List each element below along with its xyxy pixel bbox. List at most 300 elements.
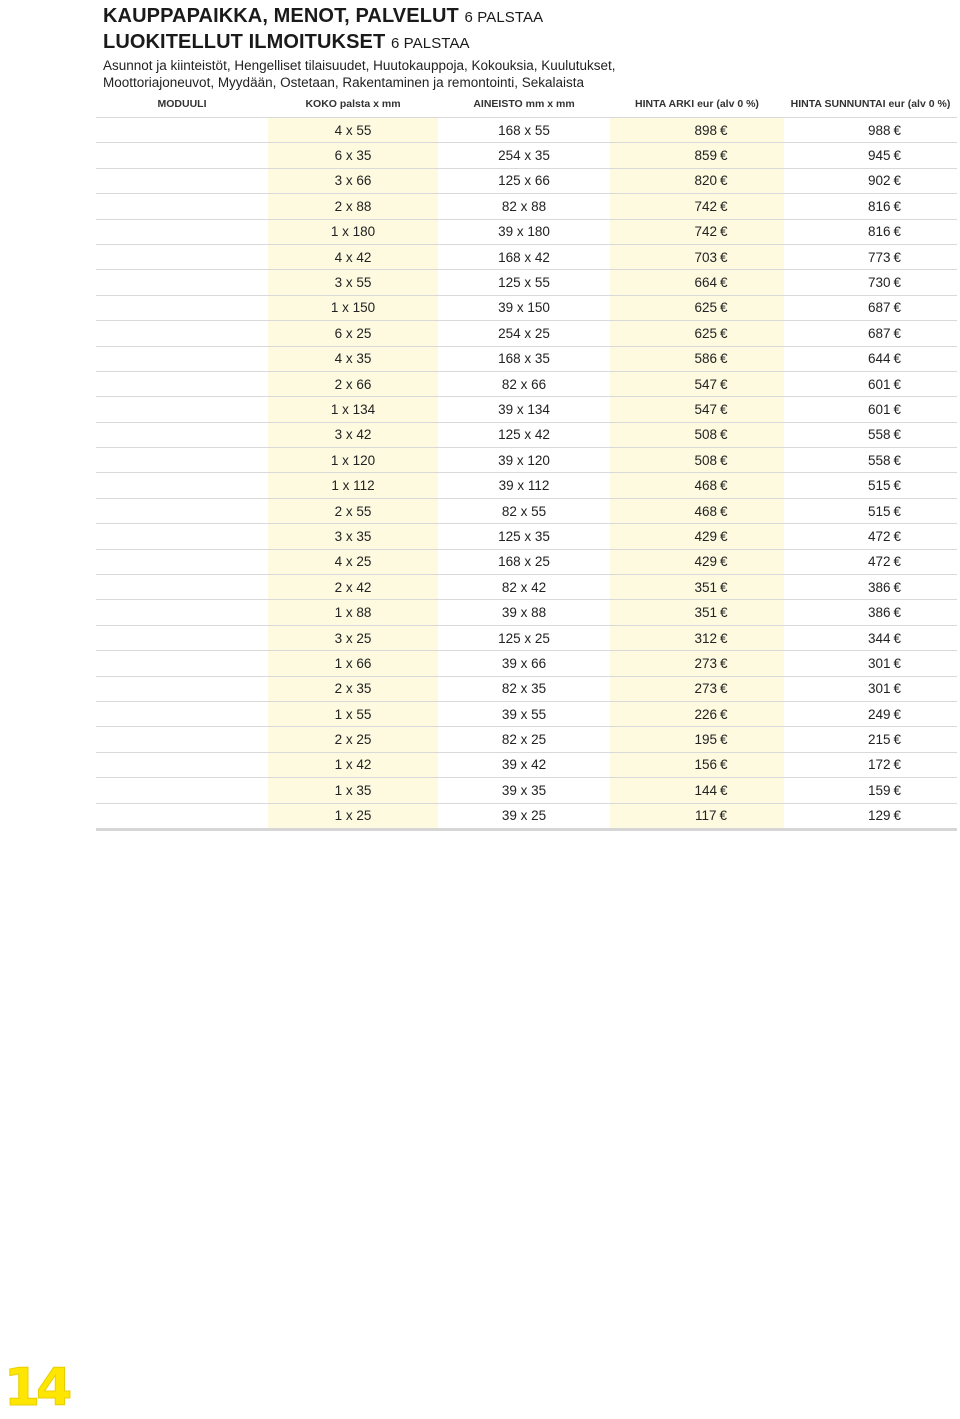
cell-moduuli bbox=[96, 244, 268, 269]
price-value bbox=[666, 199, 727, 214]
cell-moduuli bbox=[96, 701, 268, 726]
cell-moduuli bbox=[96, 498, 268, 523]
price-value bbox=[840, 351, 901, 366]
price-amount: 558 bbox=[867, 452, 891, 468]
price-value bbox=[840, 148, 901, 163]
cell-aineisto: 82 x 66 bbox=[438, 371, 610, 396]
price-value bbox=[666, 275, 727, 290]
cell-koko: 2 x 88 bbox=[268, 194, 438, 219]
cell-hinta-arki bbox=[610, 473, 784, 498]
pricing-table bbox=[96, 91, 957, 831]
price-value bbox=[666, 250, 727, 265]
cell-koko: 1 x 42 bbox=[268, 752, 438, 777]
table-row bbox=[96, 701, 957, 726]
price-amount: 508 bbox=[694, 427, 717, 443]
cell-aineisto: 168 x 55 bbox=[438, 118, 610, 143]
section-title-columns: 6 PALSTAA bbox=[464, 9, 544, 26]
price-value bbox=[667, 808, 727, 823]
cell-koko: 1 x 35 bbox=[268, 778, 438, 803]
price-value bbox=[666, 554, 727, 569]
cell-aineisto: 39 x 66 bbox=[438, 651, 610, 676]
price-amount: 601 bbox=[867, 401, 891, 417]
euro-symbol: € bbox=[893, 198, 902, 214]
price-value bbox=[840, 453, 901, 468]
euro-symbol: € bbox=[893, 732, 902, 748]
cell-hinta-sunnuntai bbox=[784, 448, 957, 473]
price-amount: 472 bbox=[867, 528, 891, 544]
cell-hinta-arki bbox=[610, 194, 784, 219]
table-row bbox=[96, 422, 957, 447]
price-value bbox=[840, 605, 901, 620]
cell-hinta-arki bbox=[610, 118, 784, 143]
price-amount: 547 bbox=[694, 376, 717, 392]
price-amount: 156 bbox=[694, 757, 717, 773]
price-value bbox=[666, 783, 727, 798]
price-amount: 625 bbox=[694, 300, 717, 316]
price-value bbox=[666, 529, 727, 544]
euro-symbol: € bbox=[893, 427, 902, 443]
cell-moduuli bbox=[96, 549, 268, 574]
euro-symbol: € bbox=[893, 503, 902, 519]
cell-hinta-sunnuntai bbox=[784, 600, 957, 625]
cell-hinta-arki bbox=[610, 575, 784, 600]
price-amount: 625 bbox=[694, 325, 717, 341]
cell-hinta-arki bbox=[610, 676, 784, 701]
price-value bbox=[666, 631, 727, 646]
cell-moduuli bbox=[96, 194, 268, 219]
euro-symbol: € bbox=[893, 782, 902, 798]
cell-hinta-sunnuntai bbox=[784, 651, 957, 676]
cell-aineisto: 125 x 35 bbox=[438, 524, 610, 549]
cell-hinta-sunnuntai bbox=[784, 549, 957, 574]
price-amount: 547 bbox=[694, 401, 717, 417]
cell-aineisto: 82 x 35 bbox=[438, 676, 610, 701]
cell-aineisto: 39 x 55 bbox=[438, 701, 610, 726]
cell-moduuli bbox=[96, 168, 268, 193]
cell-hinta-arki bbox=[610, 397, 784, 422]
table-row bbox=[96, 118, 957, 143]
price-amount: 386 bbox=[867, 605, 891, 621]
price-amount: 742 bbox=[694, 224, 717, 240]
table-row bbox=[96, 473, 957, 498]
cell-hinta-arki bbox=[610, 600, 784, 625]
cell-aineisto: 125 x 42 bbox=[438, 422, 610, 447]
cell-moduuli bbox=[96, 778, 268, 803]
euro-symbol: € bbox=[720, 351, 728, 367]
price-amount: 742 bbox=[694, 198, 717, 214]
table-row bbox=[96, 625, 957, 650]
price-amount: 215 bbox=[867, 732, 891, 748]
cell-koko: 2 x 66 bbox=[268, 371, 438, 396]
price-value bbox=[840, 732, 901, 747]
euro-symbol: € bbox=[893, 452, 902, 468]
price-value bbox=[840, 656, 901, 671]
cell-koko: 1 x 120 bbox=[268, 448, 438, 473]
euro-symbol: € bbox=[720, 401, 728, 417]
page-header bbox=[103, 4, 943, 91]
table-row bbox=[96, 727, 957, 752]
cell-aineisto: 39 x 150 bbox=[438, 295, 610, 320]
table-row bbox=[96, 498, 957, 523]
price-value bbox=[840, 326, 901, 341]
price-amount: 351 bbox=[694, 605, 717, 621]
cell-koko: 3 x 25 bbox=[268, 625, 438, 650]
price-value bbox=[666, 757, 727, 772]
cell-hinta-sunnuntai bbox=[784, 295, 957, 320]
price-amount: 773 bbox=[867, 249, 891, 265]
price-value bbox=[840, 123, 901, 138]
cell-koko: 1 x 25 bbox=[268, 803, 438, 829]
category-line-1: Asunnot ja kiinteistöt, Hengelliset tilaisuudet, Huutokauppoja, Kokouksia, Kuulutukset, bbox=[103, 58, 616, 73]
cell-moduuli bbox=[96, 270, 268, 295]
cell-hinta-sunnuntai bbox=[784, 676, 957, 701]
cell-hinta-arki bbox=[610, 498, 784, 523]
cell-hinta-arki bbox=[610, 752, 784, 777]
price-amount: 117 bbox=[694, 808, 717, 824]
cell-koko: 1 x 66 bbox=[268, 651, 438, 676]
cell-moduuli bbox=[96, 575, 268, 600]
cell-koko: 2 x 55 bbox=[268, 498, 438, 523]
cell-aineisto: 82 x 88 bbox=[438, 194, 610, 219]
cell-koko: 2 x 42 bbox=[268, 575, 438, 600]
price-value bbox=[840, 173, 901, 188]
table-row bbox=[96, 448, 957, 473]
price-value bbox=[666, 427, 727, 442]
cell-koko: 1 x 55 bbox=[268, 701, 438, 726]
euro-symbol: € bbox=[893, 630, 902, 646]
price-amount: 144 bbox=[694, 782, 717, 798]
cell-hinta-arki bbox=[610, 524, 784, 549]
column-header-koko: KOKO palsta x mm bbox=[268, 91, 438, 118]
cell-hinta-arki bbox=[610, 701, 784, 726]
price-value bbox=[840, 580, 901, 595]
price-value bbox=[666, 326, 727, 341]
cell-koko: 3 x 55 bbox=[268, 270, 438, 295]
cell-moduuli bbox=[96, 600, 268, 625]
price-value bbox=[666, 504, 727, 519]
cell-hinta-sunnuntai bbox=[784, 321, 957, 346]
table-row bbox=[96, 346, 957, 371]
cell-koko: 1 x 112 bbox=[268, 473, 438, 498]
cell-hinta-sunnuntai bbox=[784, 778, 957, 803]
price-value bbox=[840, 275, 901, 290]
cell-koko: 3 x 35 bbox=[268, 524, 438, 549]
cell-aineisto: 39 x 88 bbox=[438, 600, 610, 625]
price-value bbox=[666, 656, 727, 671]
price-amount: 859 bbox=[694, 148, 717, 164]
cell-aineisto: 39 x 35 bbox=[438, 778, 610, 803]
euro-symbol: € bbox=[719, 808, 728, 824]
cell-koko: 3 x 42 bbox=[268, 422, 438, 447]
price-amount: 730 bbox=[867, 275, 891, 291]
euro-symbol: € bbox=[893, 401, 902, 417]
price-amount: 945 bbox=[867, 148, 891, 164]
cell-moduuli bbox=[96, 321, 268, 346]
euro-symbol: € bbox=[893, 300, 902, 316]
cell-koko: 1 x 134 bbox=[268, 397, 438, 422]
euro-symbol: € bbox=[720, 224, 728, 240]
price-value bbox=[666, 173, 727, 188]
price-amount: 558 bbox=[867, 427, 891, 443]
table-row bbox=[96, 371, 957, 396]
euro-symbol: € bbox=[720, 579, 728, 595]
euro-symbol: € bbox=[720, 300, 728, 316]
euro-symbol: € bbox=[893, 605, 902, 621]
table-body bbox=[96, 118, 957, 830]
cell-koko: 6 x 35 bbox=[268, 143, 438, 168]
table-row bbox=[96, 295, 957, 320]
price-value bbox=[666, 402, 727, 417]
price-value bbox=[840, 681, 901, 696]
cell-aineisto: 254 x 25 bbox=[438, 321, 610, 346]
price-value bbox=[840, 377, 901, 392]
price-amount: 301 bbox=[867, 681, 891, 697]
euro-symbol: € bbox=[720, 427, 728, 443]
price-value bbox=[840, 757, 901, 772]
euro-symbol: € bbox=[720, 148, 728, 164]
table-header-row bbox=[96, 91, 957, 118]
price-amount: 820 bbox=[694, 173, 717, 189]
cell-hinta-arki bbox=[610, 270, 784, 295]
euro-symbol: € bbox=[720, 706, 728, 722]
table-row bbox=[96, 803, 957, 829]
table-row bbox=[96, 651, 957, 676]
cell-hinta-sunnuntai bbox=[784, 752, 957, 777]
euro-symbol: € bbox=[893, 249, 902, 265]
cell-aineisto: 39 x 180 bbox=[438, 219, 610, 244]
cell-moduuli bbox=[96, 727, 268, 752]
cell-hinta-arki bbox=[610, 219, 784, 244]
price-value bbox=[666, 732, 727, 747]
price-amount: 472 bbox=[867, 554, 891, 570]
price-value bbox=[840, 199, 901, 214]
price-amount: 312 bbox=[694, 630, 717, 646]
price-value bbox=[840, 808, 901, 823]
price-amount: 129 bbox=[867, 808, 891, 824]
euro-symbol: € bbox=[893, 655, 902, 671]
cell-hinta-sunnuntai bbox=[784, 244, 957, 269]
euro-symbol: € bbox=[720, 605, 728, 621]
euro-symbol: € bbox=[720, 732, 728, 748]
cell-hinta-arki bbox=[610, 295, 784, 320]
section-title: KAUPPAPAIKKA, MENOT, PALVELUT 6 PALSTAA bbox=[103, 5, 544, 27]
cell-moduuli bbox=[96, 422, 268, 447]
subsection-title-columns: 6 PALSTAA bbox=[390, 35, 470, 52]
cell-koko: 4 x 35 bbox=[268, 346, 438, 371]
cell-moduuli bbox=[96, 524, 268, 549]
euro-symbol: € bbox=[893, 376, 902, 392]
cell-koko: 1 x 88 bbox=[268, 600, 438, 625]
price-amount: 249 bbox=[867, 706, 891, 722]
euro-symbol: € bbox=[720, 376, 728, 392]
table-row bbox=[96, 168, 957, 193]
cell-hinta-arki bbox=[610, 625, 784, 650]
cell-hinta-arki bbox=[610, 143, 784, 168]
euro-symbol: € bbox=[720, 198, 728, 214]
cell-aineisto: 82 x 55 bbox=[438, 498, 610, 523]
cell-koko: 4 x 25 bbox=[268, 549, 438, 574]
price-amount: 386 bbox=[867, 579, 891, 595]
table-row bbox=[96, 143, 957, 168]
price-value bbox=[666, 681, 727, 696]
cell-hinta-arki bbox=[610, 244, 784, 269]
price-value bbox=[666, 580, 727, 595]
price-value bbox=[666, 123, 727, 138]
table-row bbox=[96, 321, 957, 346]
cell-hinta-sunnuntai bbox=[784, 397, 957, 422]
column-header-aineisto: AINEISTO mm x mm bbox=[438, 91, 610, 118]
subsection-title: LUOKITELLUT ILMOITUKSET 6 PALSTAA bbox=[103, 31, 470, 53]
category-list bbox=[103, 58, 943, 91]
euro-symbol: € bbox=[893, 706, 902, 722]
category-line-2: Moottoriajoneuvot, Myydään, Ostetaan, Rakentaminen ja remontointi, Sekalaista bbox=[103, 74, 585, 90]
euro-symbol: € bbox=[720, 478, 728, 494]
euro-symbol: € bbox=[720, 554, 728, 570]
cell-hinta-sunnuntai bbox=[784, 194, 957, 219]
price-value bbox=[840, 631, 901, 646]
cell-hinta-sunnuntai bbox=[784, 143, 957, 168]
cell-hinta-arki bbox=[610, 346, 784, 371]
cell-moduuli bbox=[96, 625, 268, 650]
table-row bbox=[96, 524, 957, 549]
cell-aineisto: 82 x 42 bbox=[438, 575, 610, 600]
euro-symbol: € bbox=[893, 681, 902, 697]
price-amount: 703 bbox=[694, 249, 717, 265]
euro-symbol: € bbox=[720, 173, 728, 189]
table-row bbox=[96, 778, 957, 803]
price-amount: 159 bbox=[867, 782, 891, 798]
euro-symbol: € bbox=[893, 148, 902, 164]
price-amount: 515 bbox=[867, 478, 891, 494]
price-amount: 586 bbox=[694, 351, 717, 367]
cell-aineisto: 125 x 55 bbox=[438, 270, 610, 295]
price-value bbox=[666, 377, 727, 392]
cell-hinta-sunnuntai bbox=[784, 371, 957, 396]
price-amount: 344 bbox=[867, 630, 891, 646]
price-amount: 898 bbox=[694, 122, 717, 138]
price-amount: 508 bbox=[694, 452, 717, 468]
cell-aineisto: 168 x 35 bbox=[438, 346, 610, 371]
cell-aineisto: 39 x 42 bbox=[438, 752, 610, 777]
cell-hinta-arki bbox=[610, 803, 784, 829]
euro-symbol: € bbox=[720, 630, 728, 646]
cell-hinta-sunnuntai bbox=[784, 118, 957, 143]
euro-symbol: € bbox=[893, 224, 902, 240]
euro-symbol: € bbox=[720, 325, 728, 341]
euro-symbol: € bbox=[893, 478, 902, 494]
table-row bbox=[96, 575, 957, 600]
euro-symbol: € bbox=[720, 452, 728, 468]
cell-hinta-arki bbox=[610, 168, 784, 193]
cell-koko: 2 x 35 bbox=[268, 676, 438, 701]
euro-symbol: € bbox=[893, 122, 902, 138]
cell-hinta-arki bbox=[610, 448, 784, 473]
cell-moduuli bbox=[96, 295, 268, 320]
cell-hinta-arki bbox=[610, 371, 784, 396]
cell-hinta-sunnuntai bbox=[784, 422, 957, 447]
price-value bbox=[840, 250, 901, 265]
cell-moduuli bbox=[96, 676, 268, 701]
table-row bbox=[96, 397, 957, 422]
cell-hinta-sunnuntai bbox=[784, 219, 957, 244]
cell-moduuli bbox=[96, 651, 268, 676]
cell-aineisto: 168 x 42 bbox=[438, 244, 610, 269]
cell-hinta-arki bbox=[610, 549, 784, 574]
price-amount: 226 bbox=[694, 706, 717, 722]
cell-koko: 4 x 55 bbox=[268, 118, 438, 143]
euro-symbol: € bbox=[720, 249, 728, 265]
cell-koko: 1 x 180 bbox=[268, 219, 438, 244]
table-row bbox=[96, 194, 957, 219]
price-amount: 273 bbox=[694, 681, 717, 697]
cell-moduuli bbox=[96, 473, 268, 498]
cell-moduuli bbox=[96, 397, 268, 422]
price-amount: 429 bbox=[694, 554, 717, 570]
cell-aineisto: 39 x 120 bbox=[438, 448, 610, 473]
cell-aineisto: 39 x 112 bbox=[438, 473, 610, 498]
euro-symbol: € bbox=[893, 579, 902, 595]
euro-symbol: € bbox=[893, 554, 902, 570]
cell-hinta-arki bbox=[610, 651, 784, 676]
price-value bbox=[666, 148, 727, 163]
cell-moduuli bbox=[96, 803, 268, 829]
cell-moduuli bbox=[96, 118, 268, 143]
cell-hinta-arki bbox=[610, 321, 784, 346]
cell-koko: 2 x 25 bbox=[268, 727, 438, 752]
cell-hinta-sunnuntai bbox=[784, 625, 957, 650]
euro-symbol: € bbox=[720, 122, 728, 138]
price-amount: 429 bbox=[694, 528, 717, 544]
price-value bbox=[840, 707, 901, 722]
price-amount: 515 bbox=[867, 503, 891, 519]
cell-moduuli bbox=[96, 346, 268, 371]
euro-symbol: € bbox=[893, 351, 902, 367]
price-amount: 687 bbox=[867, 325, 891, 341]
euro-symbol: € bbox=[893, 325, 902, 341]
table-row bbox=[96, 219, 957, 244]
table-row bbox=[96, 676, 957, 701]
euro-symbol: € bbox=[720, 782, 728, 798]
cell-moduuli bbox=[96, 448, 268, 473]
cell-hinta-arki bbox=[610, 727, 784, 752]
price-value bbox=[840, 300, 901, 315]
cell-koko: 6 x 25 bbox=[268, 321, 438, 346]
price-value bbox=[840, 224, 901, 239]
cell-aineisto: 82 x 25 bbox=[438, 727, 610, 752]
cell-aineisto: 39 x 25 bbox=[438, 803, 610, 829]
price-value bbox=[840, 504, 901, 519]
euro-symbol: € bbox=[720, 275, 728, 291]
cell-koko: 4 x 42 bbox=[268, 244, 438, 269]
euro-symbol: € bbox=[893, 275, 902, 291]
table-row bbox=[96, 270, 957, 295]
price-value bbox=[666, 478, 727, 493]
cell-hinta-arki bbox=[610, 778, 784, 803]
cell-aineisto: 125 x 66 bbox=[438, 168, 610, 193]
cell-hinta-sunnuntai bbox=[784, 701, 957, 726]
column-header-hinta-sunnuntai: HINTA SUNNUNTAI eur (alv 0 %) bbox=[784, 91, 957, 118]
euro-symbol: € bbox=[893, 173, 902, 189]
cell-hinta-sunnuntai bbox=[784, 575, 957, 600]
euro-symbol: € bbox=[720, 655, 728, 671]
price-amount: 468 bbox=[694, 503, 717, 519]
cell-aineisto: 254 x 35 bbox=[438, 143, 610, 168]
price-value bbox=[840, 554, 901, 569]
page-number: 14 bbox=[4, 1358, 69, 1418]
cell-moduuli bbox=[96, 219, 268, 244]
column-header-hinta-arki: HINTA ARKI eur (alv 0 %) bbox=[610, 91, 784, 118]
euro-symbol: € bbox=[720, 757, 728, 773]
